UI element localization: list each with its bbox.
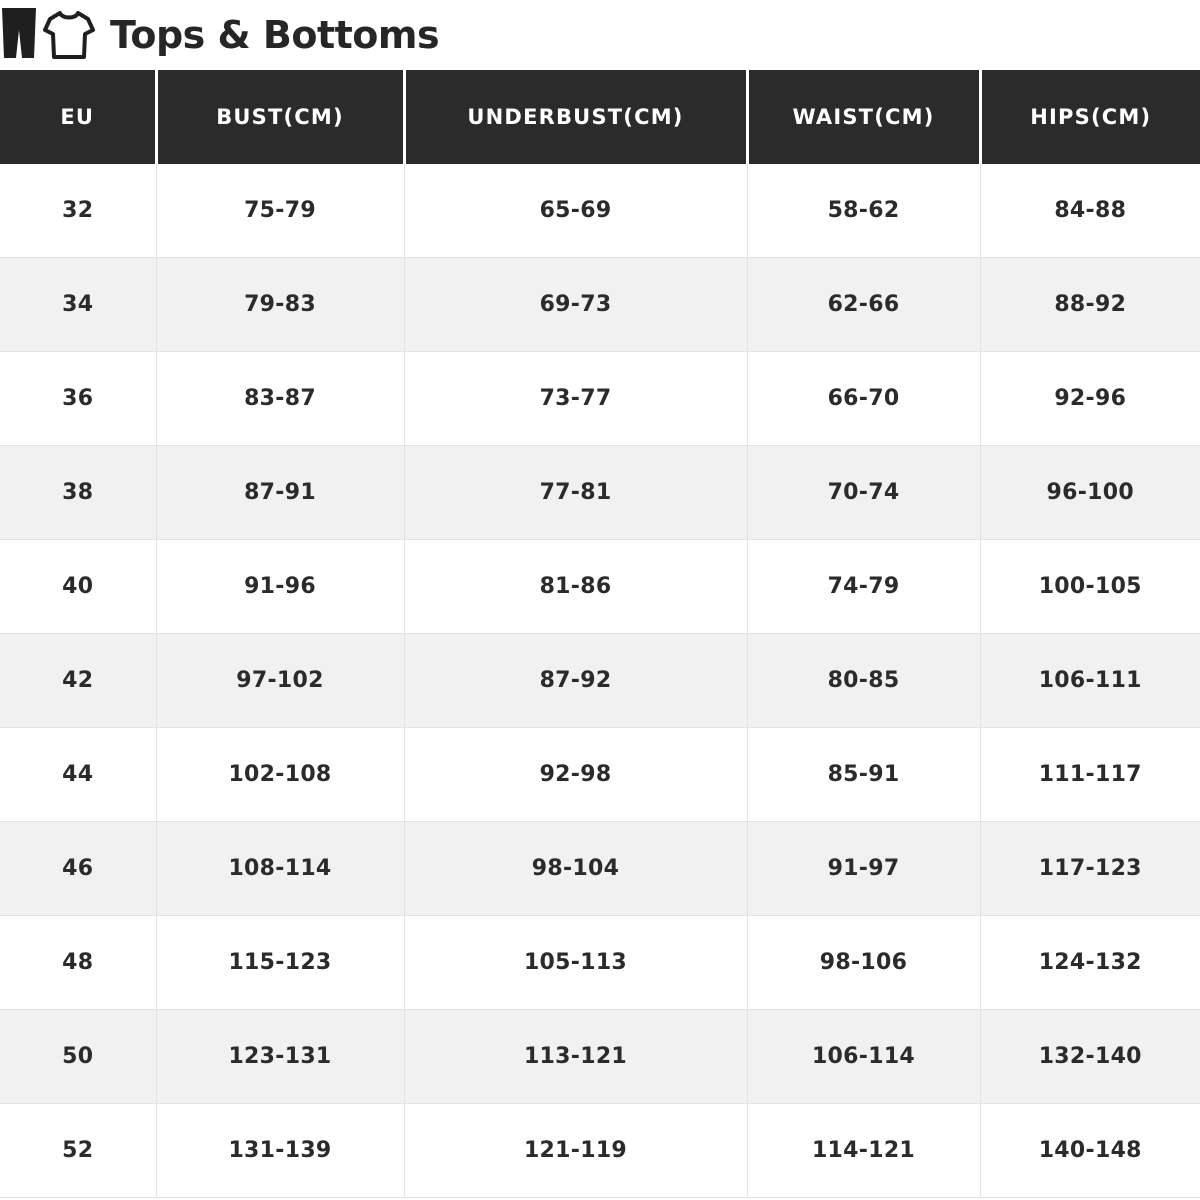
cell-bust: 83-87 <box>156 352 404 446</box>
page-header <box>0 0 1200 70</box>
table-row <box>0 1010 1200 1104</box>
cell-bust: 79-83 <box>156 258 404 352</box>
cell-bust: 123-131 <box>156 1010 404 1104</box>
cell-hips: 96-100 <box>980 446 1200 540</box>
cell-waist: 98-106 <box>747 916 980 1010</box>
cell-waist: 91-97 <box>747 822 980 916</box>
size-table <box>0 70 1200 1198</box>
cell-eu: 32 <box>0 164 156 258</box>
column-header-eu: EU <box>0 70 156 164</box>
cell-underbust: 77-81 <box>404 446 747 540</box>
cell-eu: 34 <box>0 258 156 352</box>
cell-underbust: 105-113 <box>404 916 747 1010</box>
cell-hips: 124-132 <box>980 916 1200 1010</box>
cell-waist: 66-70 <box>747 352 980 446</box>
cell-waist: 70-74 <box>747 446 980 540</box>
cell-hips: 111-117 <box>980 728 1200 822</box>
cell-bust: 131-139 <box>156 1104 404 1198</box>
cell-bust: 97-102 <box>156 634 404 728</box>
cell-bust: 108-114 <box>156 822 404 916</box>
tshirt-icon <box>42 10 96 64</box>
cell-eu: 48 <box>0 916 156 1010</box>
cell-underbust: 65-69 <box>404 164 747 258</box>
cell-waist: 106-114 <box>747 1010 980 1104</box>
table-header <box>0 70 1200 164</box>
cell-eu: 38 <box>0 446 156 540</box>
table-row <box>0 446 1200 540</box>
table-row <box>0 822 1200 916</box>
table-row <box>0 634 1200 728</box>
cell-bust: 102-108 <box>156 728 404 822</box>
cell-eu: 44 <box>0 728 156 822</box>
page-title: Tops & Bottoms <box>110 13 440 57</box>
cell-underbust: 92-98 <box>404 728 747 822</box>
cell-waist: 80-85 <box>747 634 980 728</box>
cell-eu: 50 <box>0 1010 156 1104</box>
table-header-row <box>0 70 1200 164</box>
column-header-waist: WAIST(CM) <box>747 70 980 164</box>
cell-underbust: 121-119 <box>404 1104 747 1198</box>
table-body <box>0 164 1200 1198</box>
table-row <box>0 728 1200 822</box>
cell-underbust: 81-86 <box>404 540 747 634</box>
cell-eu: 40 <box>0 540 156 634</box>
cell-waist: 62-66 <box>747 258 980 352</box>
cell-bust: 87-91 <box>156 446 404 540</box>
cell-bust: 75-79 <box>156 164 404 258</box>
cell-underbust: 98-104 <box>404 822 747 916</box>
cell-hips: 106-111 <box>980 634 1200 728</box>
cell-underbust: 87-92 <box>404 634 747 728</box>
cell-waist: 58-62 <box>747 164 980 258</box>
cell-hips: 140-148 <box>980 1104 1200 1198</box>
table-row <box>0 164 1200 258</box>
cell-hips: 84-88 <box>980 164 1200 258</box>
column-header-bust: BUST(CM) <box>156 70 404 164</box>
cell-hips: 100-105 <box>980 540 1200 634</box>
cell-underbust: 73-77 <box>404 352 747 446</box>
cell-eu: 46 <box>0 822 156 916</box>
cell-underbust: 69-73 <box>404 258 747 352</box>
table-row <box>0 916 1200 1010</box>
cell-hips: 88-92 <box>980 258 1200 352</box>
table-row <box>0 540 1200 634</box>
cell-waist: 74-79 <box>747 540 980 634</box>
cell-waist: 114-121 <box>747 1104 980 1198</box>
column-header-underbust: UNDERBUST(CM) <box>404 70 747 164</box>
column-header-hips: HIPS(CM) <box>980 70 1200 164</box>
cell-bust: 115-123 <box>156 916 404 1010</box>
cell-eu: 52 <box>0 1104 156 1198</box>
header-icon-group <box>0 6 96 64</box>
cell-eu: 42 <box>0 634 156 728</box>
cell-bust: 91-96 <box>156 540 404 634</box>
cell-eu: 36 <box>0 352 156 446</box>
cell-waist: 85-91 <box>747 728 980 822</box>
table-row <box>0 352 1200 446</box>
table-row <box>0 258 1200 352</box>
cell-hips: 92-96 <box>980 352 1200 446</box>
cell-hips: 117-123 <box>980 822 1200 916</box>
table-row <box>0 1104 1200 1198</box>
cell-underbust: 113-121 <box>404 1010 747 1104</box>
cell-hips: 132-140 <box>980 1010 1200 1104</box>
pants-icon <box>0 6 40 64</box>
